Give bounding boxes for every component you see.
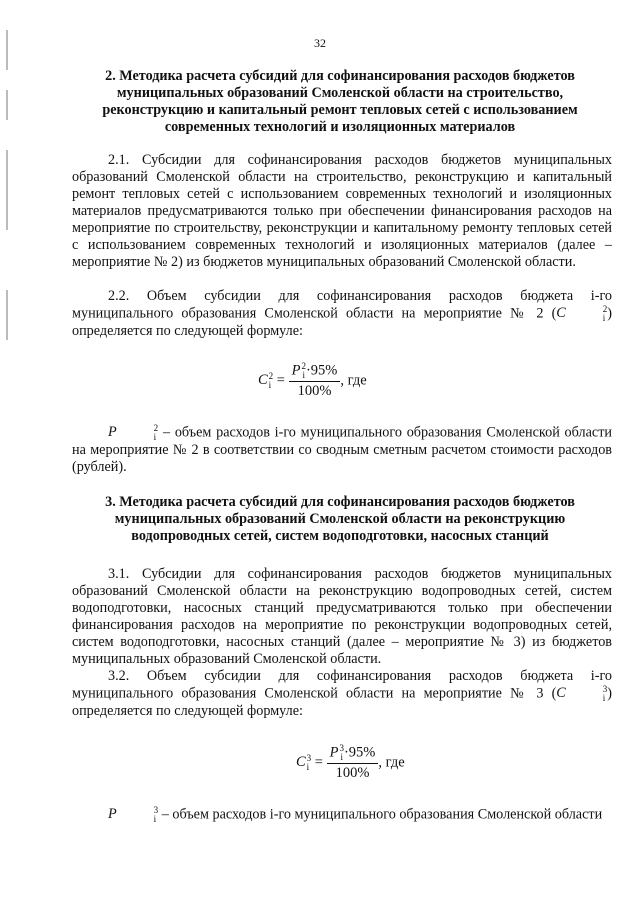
paragraph-3-2-end: ) определяется по следующей формуле: [72, 685, 612, 719]
formula-3-lhs: C 3 i [296, 753, 312, 772]
symbol-c-3: C 3 i [556, 684, 608, 703]
paragraph-2-1: 2.1. Субсидии для софинансирования расходов бюджетов муниципальных образований Смоленской области на строительство, реконструкцию и капитальный ремонт тепловых сетей с использованием современных технологий и изоляционных материалов предусматриваются только при обеспечении финансирования расходов на мероприятие по строительству, реконструкции и капитальному ремонту тепловых сетей с использованием современных технологий и изоляционных материалов (далее – мероприятие № 2) из бюджетов муниципальных образований Смоленской области. [72, 152, 612, 270]
formula-2: C 2 i = P 2 i ·95% 100% , где [258, 361, 367, 399]
section-3-heading: 3. Методика расчета субсидий для софинансирования расходов бюджетов муниципальных образований Смоленской области на реконструкцию водопроводных сетей, систем водоподготовки, насосных станций [105, 494, 575, 544]
definition-p2: P 2 i – объем расходов i-го муниципального образования Смоленской области на мероприятие № 2 в соответствии со сводным сметным расчетом стоимости расходов (рублей). [72, 423, 612, 475]
formula-2-lhs: C 2 i [258, 371, 274, 390]
formula-3: C 3 i = P 3 i ·95% 100% , где [296, 743, 405, 781]
scan-margin-marks [6, 30, 10, 430]
section-2-heading: 2. Методика расчета субсидий для софинансирования расходов бюджетов муниципальных образований Смоленской области на строительство, реконструкцию и капитальный ремонт тепловых сетей с использованием современных технологий и изоляционных материалов [102, 68, 578, 135]
paragraph-2-2 [72, 288, 612, 340]
paragraph-3-2-text: 3.2. Объем субсидии для софинансирования расходов бюджета i-го муниципального образования Смоленской области на мероприятие № 3 ( [72, 668, 612, 702]
paragraph-2-2-text: 2.2. Объем субсидии для софинансирования расходов бюджета i-го муниципального образования Смоленской области на мероприятие № 2 ( [72, 288, 612, 322]
paragraph-3-1: 3.1. Субсидии для софинансирования расходов бюджетов муниципальных образований Смоленской области на реконструкцию водопроводных сетей, систем водоподготовки, насосных станций предусматриваются только при обеспечении финансирования расходов на мероприятие по реконструкции водопроводных сетей, систем водоподготовки, насосных станций (далее – мероприятие № 3) из бюджетов муниципальных образований Смоленской области. [72, 566, 612, 667]
paragraph-3-2 [72, 668, 612, 720]
definition-p3: P 3 i – объем расходов i-го муниципального образования Смоленской области [108, 805, 603, 824]
page-number: 32 [314, 36, 326, 50]
formula-3-fraction: P 3 i ·95% 100% [327, 744, 379, 782]
symbol-p-3: P 3 i [108, 805, 159, 824]
symbol-c-2: C 2 i [556, 304, 608, 323]
paragraph-2-2-end: ) определяется по следующей формуле: [72, 305, 612, 339]
symbol-p-2: P 2 i [108, 423, 159, 442]
formula-2-fraction: P 2 i ·95% 100% [289, 362, 341, 400]
